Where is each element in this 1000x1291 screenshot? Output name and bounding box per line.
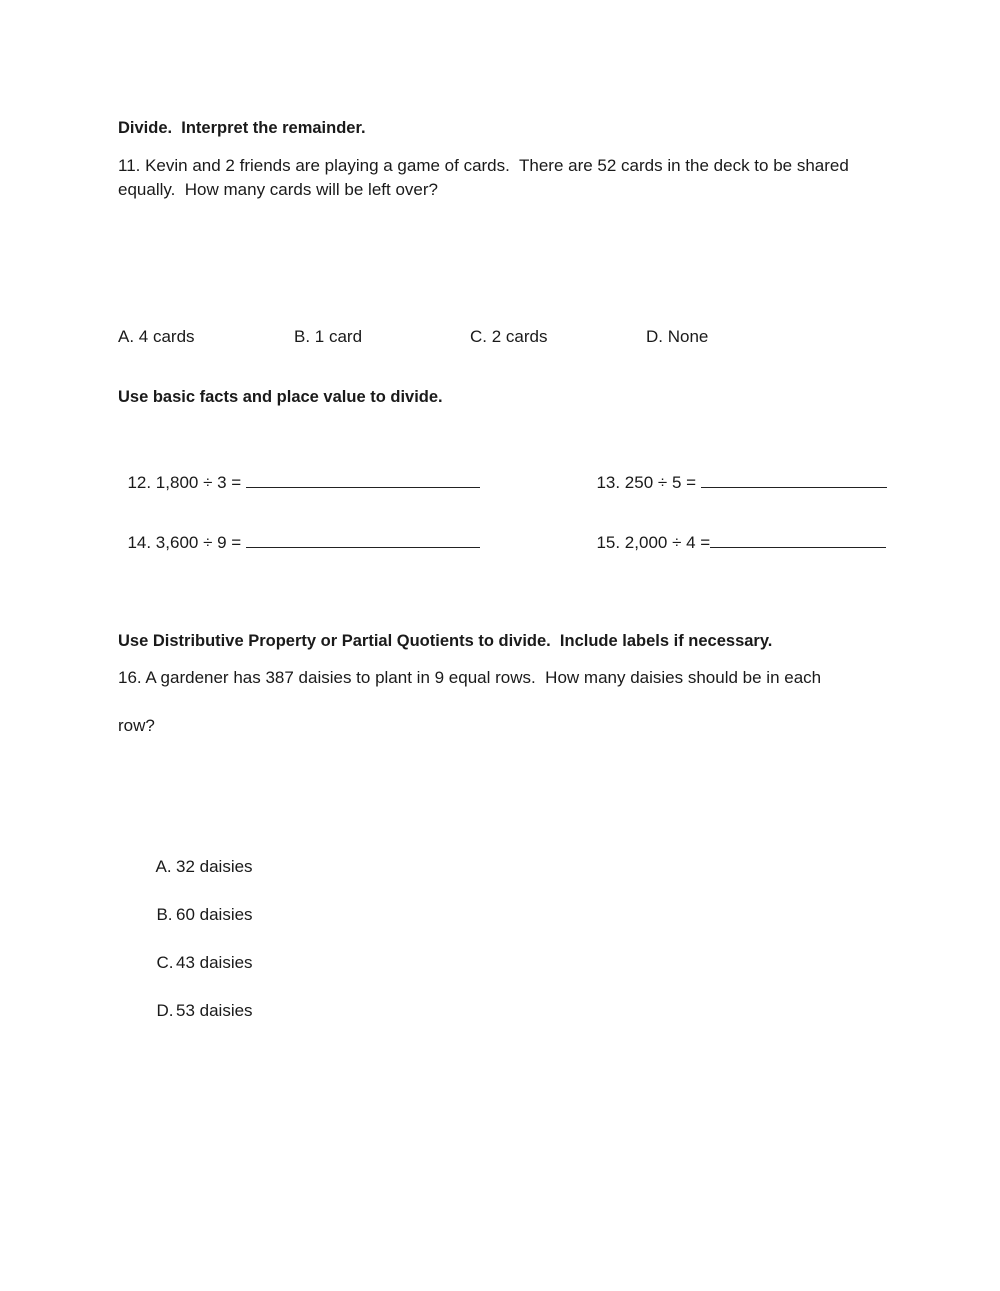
q11-option-d: D. None [646,327,709,346]
section2-heading: Use basic facts and place value to divide. [118,388,443,406]
q15-row [587,510,886,553]
option-text: 53 daisies [176,1001,253,1020]
option-letter: C. [156,953,174,972]
q14-text: 14. 3,600 ÷ 9 = [127,533,246,552]
q16-option-c [147,933,253,973]
q11-line1: 11. Kevin and 2 friends are playing a game of cards. There are 52 cards in the deck to be shared [118,156,849,175]
q14-answer-blank[interactable] [246,530,480,548]
q13-answer-blank[interactable] [701,470,887,488]
section1-heading: Divide. Interpret the remainder. [118,119,366,137]
q13-text: 13. 250 ÷ 5 = [596,473,701,492]
option-text: 60 daisies [176,905,253,924]
q16-line1: 16. A gardener has 387 daisies to plant in 9 equal rows. How many daisies should be in each [118,668,822,687]
q15-text: 15. 2,000 ÷ 4 = [596,533,711,552]
q11-option-c: C. 2 cards [470,327,548,346]
q11-line2: equally. How many cards will be left over? [118,180,438,199]
option-letter: B. [156,905,173,924]
q11-option-a: A. 4 cards [118,327,195,346]
q16-option-a [147,837,253,877]
q13-row [587,450,887,493]
q16-option-d [147,981,253,1021]
option-letter: D. [156,1001,174,1020]
q11-option-b: B. 1 card [294,327,363,346]
q12-answer-blank[interactable] [246,470,480,488]
option-letter: A. [155,857,172,876]
q12-row [118,450,480,493]
q16-line2: row? [118,716,155,735]
q16-option-b [147,885,253,925]
q14-row [118,510,480,553]
option-text: 43 daisies [176,953,253,972]
q12-text: 12. 1,800 ÷ 3 = [127,473,246,492]
q15-answer-blank[interactable] [710,530,886,548]
option-text: 32 daisies [176,857,253,876]
section3-heading: Use Distributive Property or Partial Quotients to divide. Include labels if necessary. [118,632,773,650]
